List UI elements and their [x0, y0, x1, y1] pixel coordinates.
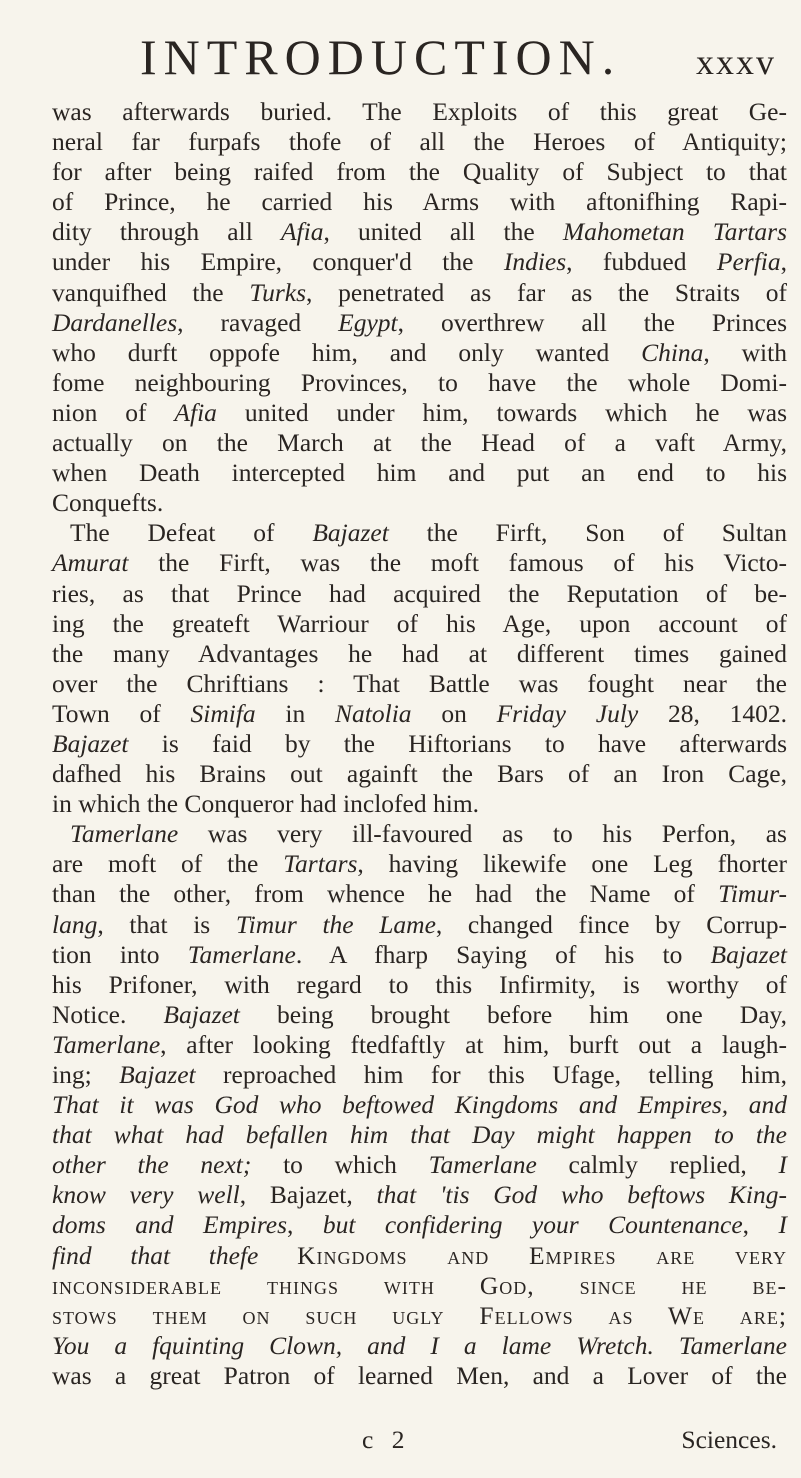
text-line: other the next; to which Tamerlane calmly replied, I: [52, 1150, 787, 1180]
page-footer: [52, 1422, 787, 1458]
body-text: [52, 97, 787, 1391]
text-line: was a great Patron of learned Men, and a Lover of the: [52, 1360, 787, 1390]
text-line: dity through all Afia, united all the Mahometan Tartars: [52, 217, 787, 247]
text-line: lang, that is Timur the Lame, changed fince by Corrup-: [52, 909, 787, 939]
text-line: Dardanelles, ravaged Egypt, overthrew all the Princes: [52, 307, 787, 337]
text-line: know very well, Bajazet, that 'tis God who beftows King-: [52, 1180, 787, 1210]
text-line: dafhed his Brains out againft the Bars of an Iron Cage,: [52, 759, 787, 789]
running-title: INTRODUCTION.: [140, 29, 622, 85]
text-line: who durft oppofe him, and only wanted China, with: [52, 337, 787, 367]
text-line: neral far furpafs thofe of all the Heroes of Antiquity;: [52, 127, 787, 157]
text-line: ing the greateft Warriour of his Age, upon account of: [52, 608, 787, 638]
text-line: stows them on such ugly Fellows as We are;: [52, 1300, 787, 1330]
text-line: Tamerlane was very ill-favoured as to his Perfon, as: [70, 819, 787, 849]
text-line: was afterwards buried. The Exploits of this great Ge-: [52, 97, 787, 126]
text-line: ing; Bajazet reproached him for this Ufage, telling him,: [52, 1060, 788, 1089]
text-line: actually on the March at the Head of a vaft Army,: [52, 428, 787, 458]
catchword: Sciences.: [681, 1425, 777, 1454]
text-line: fome neighbouring Provinces, to have the whole Domi-: [52, 367, 787, 397]
text-line: when Death intercepted him and put an end to his: [52, 458, 787, 488]
text-line: in which the Conqueror had inclofed him.: [52, 789, 480, 819]
text-line: Conquefts.: [52, 488, 164, 518]
text-line: Amurat the Firft, was the moft famous of his Victo-: [52, 548, 787, 578]
text-line: tion into Tamerlane. A fharp Saying of his to Bajazet: [52, 939, 787, 969]
page-number: xxxv: [696, 42, 776, 82]
text-line: of Prince, he carried his Arms with aftonifhing Rapi-: [52, 187, 787, 217]
text-line: The Defeat of Bajazet the Firft, Son of Sultan: [70, 518, 787, 548]
text-line: than the other, from whence he had the Name of Timur-: [52, 879, 787, 909]
signature-mark: c 2: [362, 1425, 411, 1454]
text-line: for after being raifed from the Quality of Subject to that: [52, 157, 787, 187]
text-line: his Prifoner, with regard to this Infirmity, is worthy of: [52, 969, 787, 999]
text-line: Town of Simifa in Natolia on Friday July 28, 1402.: [52, 698, 787, 728]
text-line: that what had befallen him that Day might happen to the: [52, 1120, 787, 1150]
text-line: vanquifhed the Turks, penetrated as far as the Straits of: [52, 277, 787, 307]
text-line: You a fquinting Clown, and I a lame Wretch. Tamerlane: [52, 1330, 787, 1360]
text-line: the many Advantages he had at different times gained: [52, 638, 787, 668]
text-line: under his Empire, conquer'd the Indies, fubdued Perfia,: [52, 247, 787, 277]
text-line: Tamerlane, after looking ftedfaftly at him, burft out a laugh-: [52, 1029, 787, 1059]
text-line: nion of Afia united under him, towards which he was: [52, 397, 787, 427]
text-line: That it was God who beftowed Kingdoms and Empires, and: [52, 1090, 787, 1120]
text-line: ries, as that Prince had acquired the Reputation of be-: [52, 578, 787, 608]
text-line: are moft of the Tartars, having likewife one Leg fhorter: [52, 849, 787, 879]
text-line: doms and Empires, but confidering your Countenance, I: [52, 1210, 787, 1240]
running-head: [140, 29, 780, 85]
text-line: Notice. Bajazet being brought before him one Day,: [52, 999, 787, 1029]
text-line: over the Chriftians : That Battle was fought near the: [52, 668, 787, 698]
text-line: find that thefe Kingdoms and Empires are very: [52, 1240, 787, 1270]
text-line: Bajazet is faid by the Hiftorians to have afterwards: [52, 728, 787, 758]
text-line: inconsiderable things with God, since he be-: [52, 1270, 787, 1300]
